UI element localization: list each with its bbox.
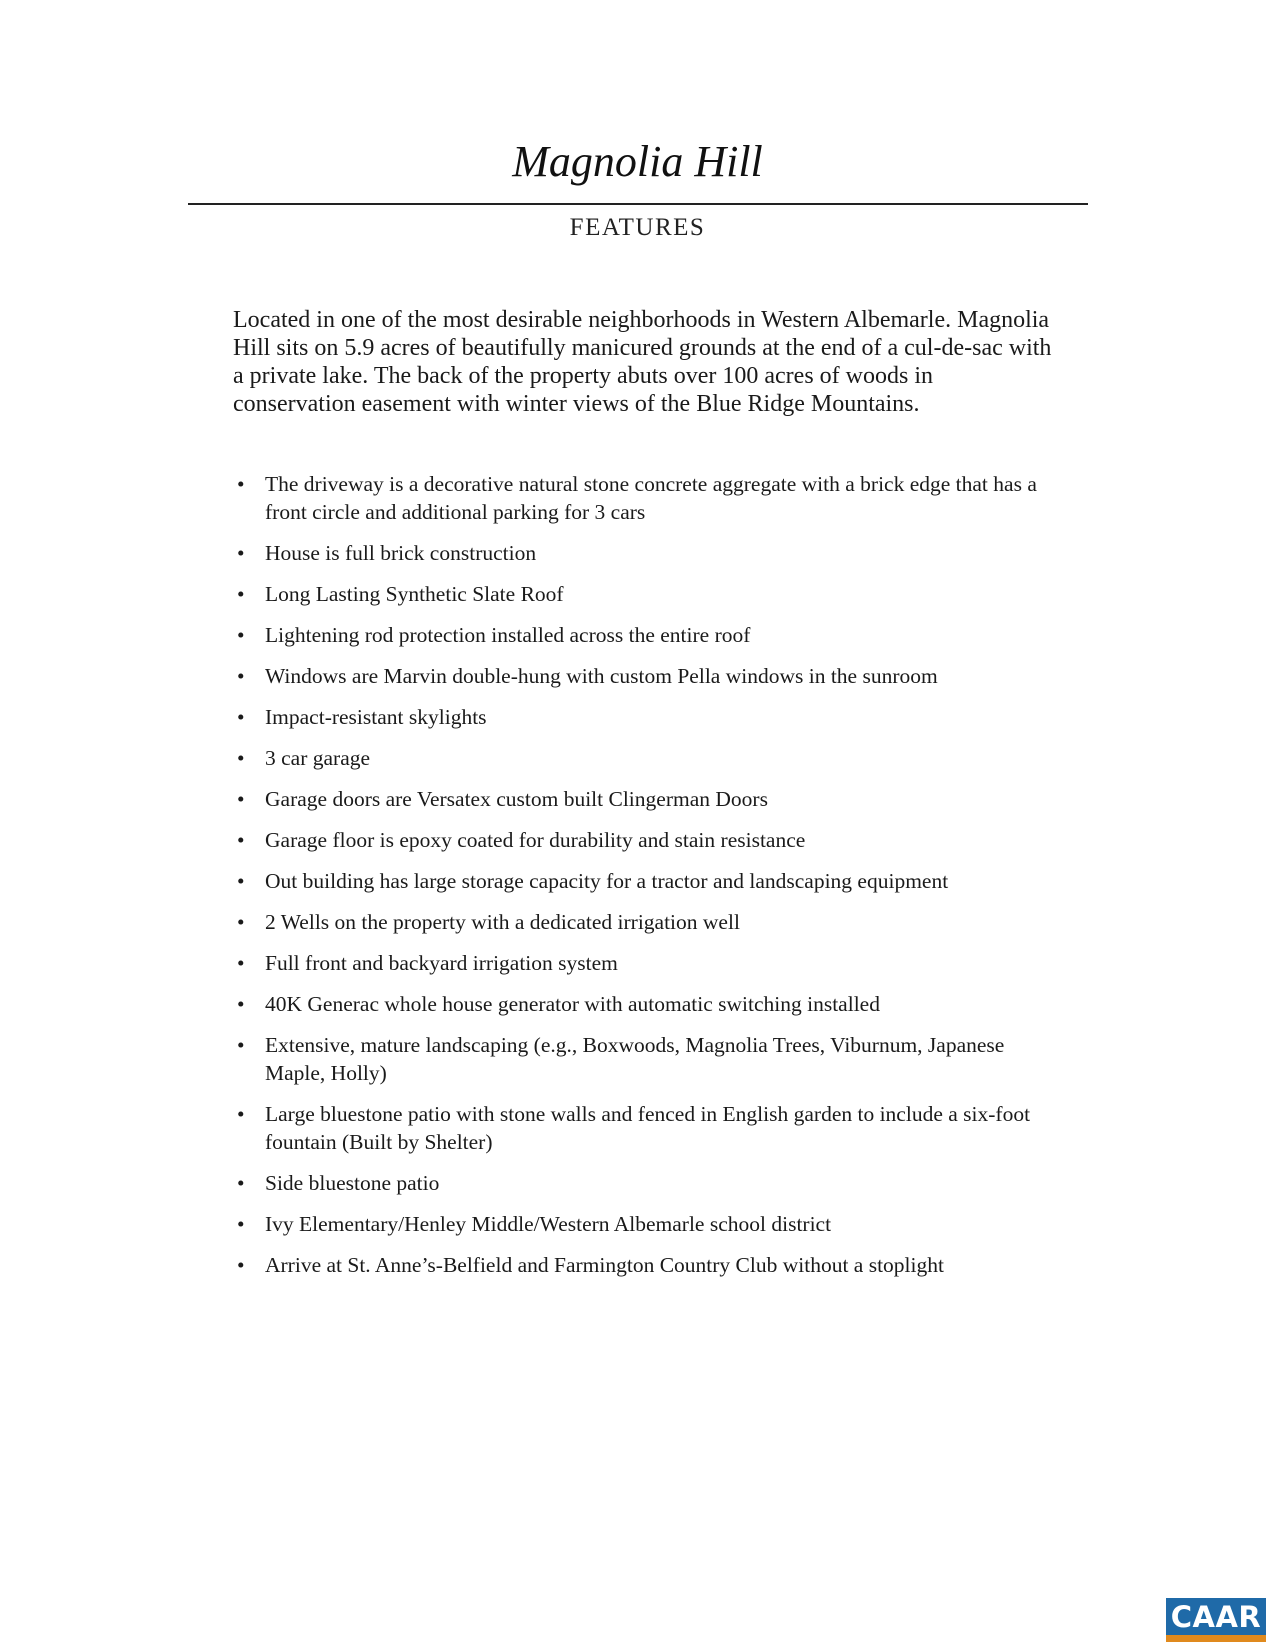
feature-text: Garage doors are Versatex custom built Clingerman Doors	[265, 787, 768, 811]
bullet-icon: •	[237, 664, 245, 688]
feature-item	[233, 826, 1053, 854]
intro-paragraph: Located in one of the most desirable neighborhoods in Western Albemarle. Magnolia Hill sits on 5.9 acres of beautifully manicured grounds at the end of a cul-de-sac with a private lake. The back of the property abuts over 100 acres of woods in conservation easement with winter views of the Blue Ridge Mountains.	[233, 307, 1052, 417]
caar-logo	[1166, 1598, 1266, 1642]
feature-text: Extensive, mature landscaping (e.g., Boxwoods, Magnolia Trees, Viburnum, Japanese Maple, Holly)	[265, 1033, 1005, 1085]
feature-text: Impact-resistant skylights	[265, 705, 487, 729]
bullet-icon: •	[237, 1212, 245, 1236]
bullet-icon: •	[237, 992, 245, 1016]
feature-text: The driveway is a decorative natural stone concrete aggregate with a brick edge that has a front circle and additional parking for 3 cars	[265, 472, 1037, 524]
bullet-icon: •	[237, 582, 245, 606]
feature-item	[233, 1031, 1053, 1087]
feature-text: Garage floor is epoxy coated for durability and stain resistance	[265, 828, 806, 852]
feature-item	[233, 662, 1053, 690]
bullet-icon: •	[237, 869, 245, 893]
feature-text: Side bluestone patio	[265, 1171, 440, 1195]
feature-text: Windows are Marvin double-hung with custom Pella windows in the sunroom	[265, 664, 938, 688]
feature-text: Large bluestone patio with stone walls and fenced in English garden to include a six-foot fountain (Built by Shelter)	[265, 1102, 1031, 1154]
caar-logo-strip	[1166, 1635, 1266, 1642]
feature-item	[233, 1169, 1053, 1197]
feature-item	[233, 785, 1053, 813]
feature-text: 3 car garage	[265, 746, 371, 770]
feature-text: 2 Wells on the property with a dedicated irrigation well	[265, 910, 740, 934]
feature-item	[233, 539, 1053, 567]
feature-text: Full front and backyard irrigation system	[265, 951, 618, 975]
feature-text: Out building has large storage capacity for a tractor and landscaping equipment	[265, 869, 949, 893]
feature-text: Arrive at St. Anne’s-Belfield and Farmington Country Club without a stoplight	[265, 1253, 944, 1277]
bullet-icon: •	[237, 951, 245, 975]
feature-text: Long Lasting Synthetic Slate Roof	[265, 582, 564, 606]
feature-item	[233, 580, 1053, 608]
bullet-icon: •	[237, 1171, 245, 1195]
page-title: Magnolia Hill	[512, 137, 763, 186]
feature-item	[233, 949, 1053, 977]
feature-text: Ivy Elementary/Henley Middle/Western Albemarle school district	[265, 1212, 832, 1236]
bullet-icon: •	[237, 1102, 245, 1126]
feature-text: House is full brick construction	[265, 541, 537, 565]
feature-item	[233, 1251, 1053, 1279]
title-divider	[188, 203, 1088, 205]
bullet-icon: •	[237, 1033, 245, 1057]
bullet-icon: •	[237, 623, 245, 647]
feature-item	[233, 470, 1053, 526]
bullet-icon: •	[237, 828, 245, 852]
features-list	[233, 470, 1053, 1292]
caar-logo-text: CAAR	[1170, 1600, 1262, 1634]
bullet-icon: •	[237, 1253, 245, 1277]
bullet-icon: •	[237, 910, 245, 934]
bullet-icon: •	[237, 787, 245, 811]
feature-item	[233, 867, 1053, 895]
bullet-icon: •	[237, 541, 245, 565]
bullet-icon: •	[237, 472, 245, 496]
feature-item	[233, 703, 1053, 731]
feature-item	[233, 990, 1053, 1018]
bullet-icon: •	[237, 746, 245, 770]
feature-item	[233, 1100, 1053, 1156]
feature-item	[233, 908, 1053, 936]
bullet-icon: •	[237, 705, 245, 729]
section-subtitle: FEATURES	[569, 214, 706, 241]
feature-item	[233, 621, 1053, 649]
feature-text: 40K Generac whole house generator with automatic switching installed	[265, 992, 880, 1016]
feature-text: Lightening rod protection installed across the entire roof	[265, 623, 751, 647]
feature-item	[233, 1210, 1053, 1238]
feature-item	[233, 744, 1053, 772]
